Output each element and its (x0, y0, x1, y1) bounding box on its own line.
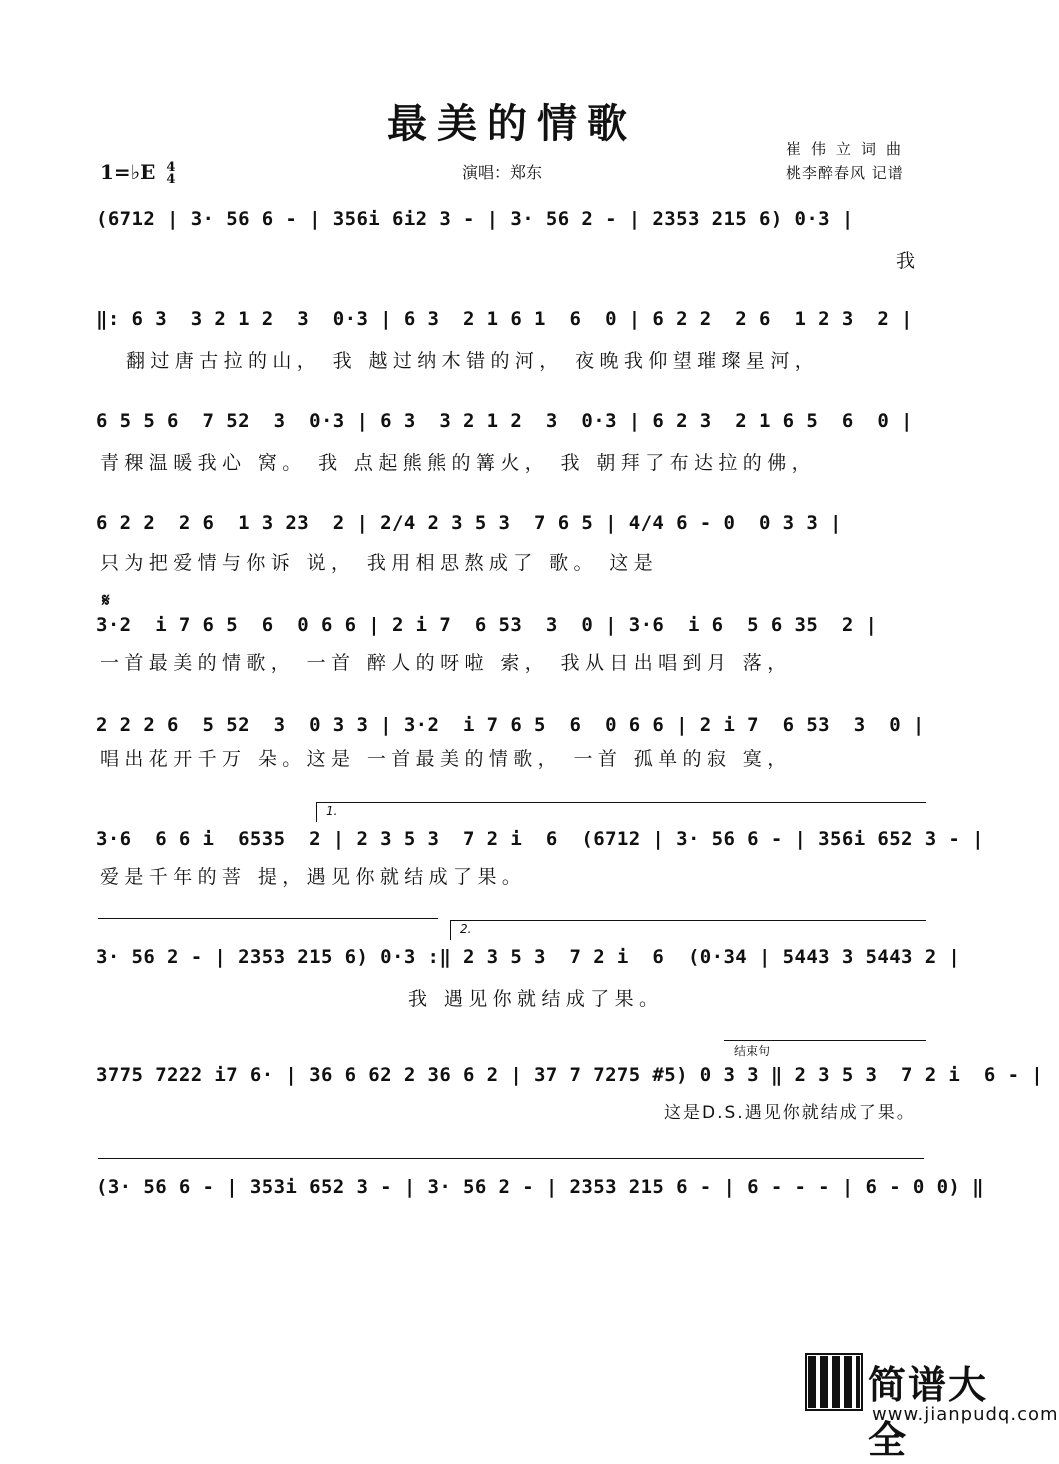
segno-sign: 𝄋 (102, 590, 110, 611)
composer-credit: 崔伟立词曲 (786, 140, 912, 158)
volta-1-continuation (98, 918, 438, 919)
volta-2-bracket (450, 920, 926, 921)
brand-logo-text: 简谱大全 (868, 1363, 989, 1462)
page-title: 最美的情歌 (387, 100, 637, 147)
score-row-6-notes: 2 2 2 6 5 52 3 0 3 3 | 3·2 i 7 6 5 6 0 6 6 | 2 i 7 6 53 3 0 | (96, 714, 925, 736)
score-row-9-lyrics: 这是D.S.遇见你就结成了果。 (664, 1103, 916, 1123)
score-row-4-notes: 6 2 2 2 6 1 3 23 2 | 2/4 2 3 5 3 7 6 5 | 4/4 6 - 0 0 3 3 | (96, 512, 842, 534)
piano-keys-icon (806, 1354, 862, 1410)
time-signature-bottom: 4 (166, 171, 176, 187)
volta-1-bracket (316, 802, 926, 803)
volta-1-label: 1. (326, 804, 338, 818)
volta-1-tick (316, 802, 317, 822)
score-row-4-lyrics: 只为把爱情与你诉 说， 我用相思熬成了 歌。 这是 (100, 552, 659, 574)
time-signature-top: 4 (166, 159, 176, 175)
score-row-5-notes: 3·2 i 7 6 5 6 0 6 6 | 2 i 7 6 53 3 0 | 3·6 i 6 5 6 35 2 | (96, 614, 878, 636)
outro-bracket (98, 1158, 924, 1159)
score-row-3-lyrics: 青稞温暖我心 窝。 我 点起熊熊的篝火， 我 朝拜了布达拉的佛， (100, 452, 816, 474)
score-row-10-notes: (3· 56 6 - | 353i 652 3 - | 3· 56 2 - | 2353 215 6 - | 6 - - - | 6 - 0 0) ‖ (96, 1176, 984, 1198)
score-row-8-lyrics: 我 遇见你就结成了果。 (408, 988, 664, 1010)
score-row-1-notes: (6712 | 3· 56 6 - | 356i 6i2 3 - | 3· 56 2 - | 2353 215 6) 0·3 | (96, 208, 854, 230)
score-row-6-lyrics: 唱出花开千万 朵。这是 一首最美的情歌， 一首 孤单的寂 寞， (100, 748, 792, 770)
key-signature (100, 160, 175, 186)
score-row-2-notes: ‖: 6 3 3 2 1 2 3 0·3 | 6 3 2 1 6 1 6 0 | 6 2 2 2 6 1 2 3 2 | (96, 308, 913, 330)
score-row-3-notes: 6 5 5 6 7 52 3 0·3 | 6 3 3 2 1 2 3 0·3 | 6 2 3 2 1 6 5 6 0 | (96, 410, 913, 432)
score-row-9-notes: 3775 7222 i7 6· | 36 6 62 2 36 6 2 | 37 7 7275 #5) 0 3 3 ‖ 2 3 5 3 7 2 i 6 - | (96, 1064, 1044, 1086)
key-label: 1=♭E (100, 160, 156, 184)
score-row-7-lyrics: 爱是千年的菩 提，遇见你就结成了果。 (100, 866, 527, 888)
ending-label: 结束句 (734, 1044, 771, 1058)
transcriber-credit: 桃李醉春风 记谱 (786, 164, 904, 182)
singer-credit: 演唱：郑东 (462, 163, 543, 182)
brand-url: www.jianpudq.com (872, 1404, 1059, 1425)
score-row-7-notes: 3·6 6 6 i 6535 2 | 2 3 5 3 7 2 i 6 (6712 | 3· 56 6 - | 356i 652 3 - | (96, 828, 984, 850)
volta-2-tick (450, 920, 451, 940)
score-row-1-lyrics: 我 (896, 250, 921, 272)
volta-2-label: 2. (460, 922, 472, 936)
time-signature (166, 159, 176, 187)
score-row-5-lyrics: 一首最美的情歌， 一首 醉人的呀啦 索， 我从日出唱到月 落， (100, 652, 792, 674)
ending-bracket (724, 1040, 926, 1041)
score-row-8-notes: 3· 56 2 - | 2353 215 6) 0·3 :‖ 2 3 5 3 7 2 i 6 (0·34 | 5443 3 5443 2 | (96, 946, 961, 968)
score-row-2-lyrics: 翻过唐古拉的山， 我 越过纳木错的河， 夜晚我仰望璀璨星河， (126, 350, 820, 372)
